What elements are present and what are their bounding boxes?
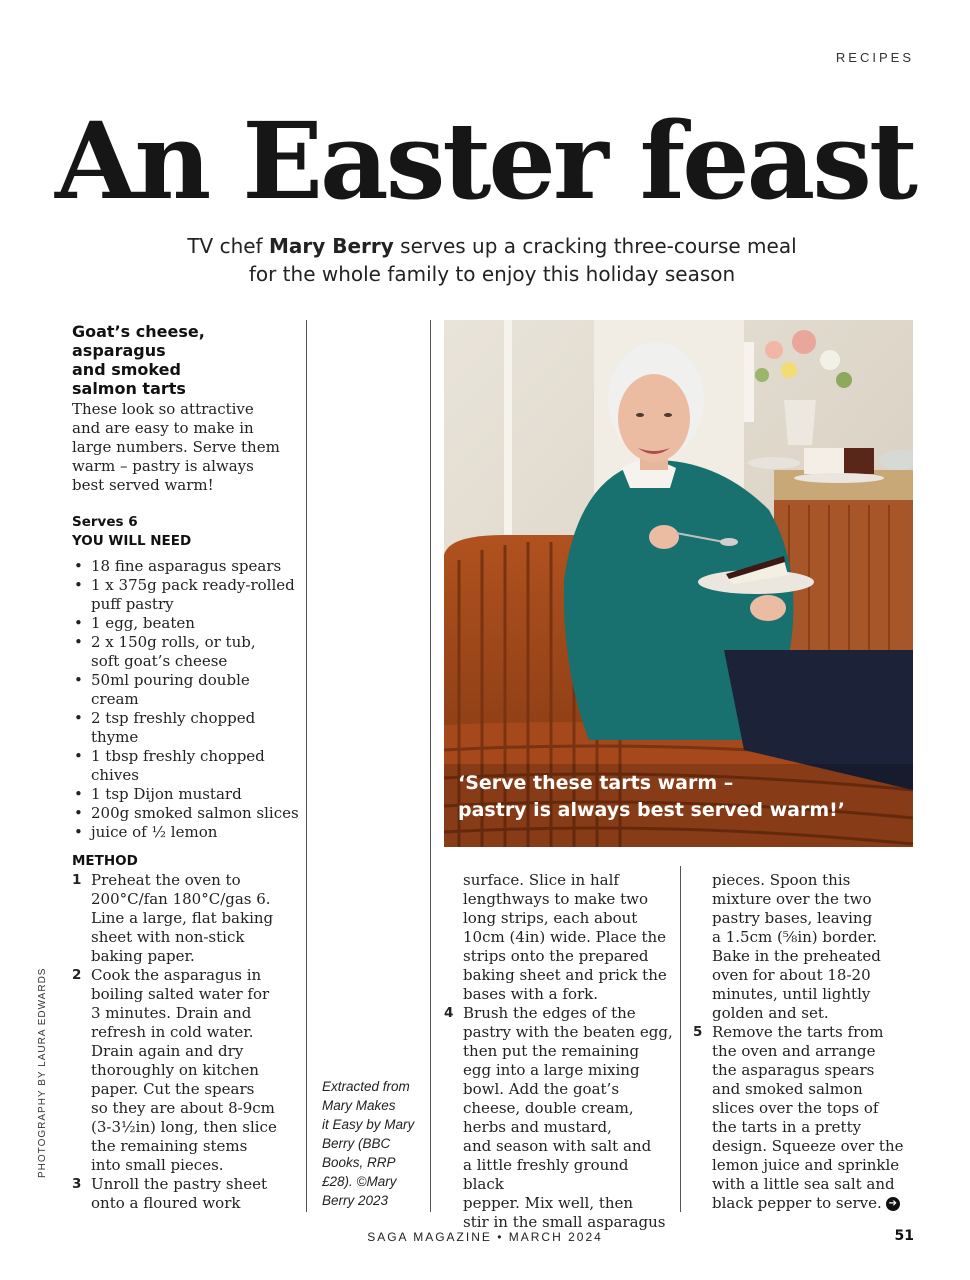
ingredients-heading: YOU WILL NEED [72, 533, 192, 549]
ingredient-item: • 2 x 150g rolls, or tub, soft goat’s cheese [72, 633, 307, 671]
method-step: 5 Remove the tarts from the oven and arrange the asparagus spears and smoked salmon slices over the tops of the tarts in a pretty design. Squeeze over the lemon juice and sprinkle with a little sea salt and black pepper to serve. ➔ [693, 1023, 904, 1212]
ingredient-item: • 50ml pouring double cream [72, 671, 307, 709]
ingredient-item: • 18 fine asparagus spears [72, 557, 307, 576]
method-step: 1 Preheat the oven to 200°C/fan 180°C/gas 6. Line a large, flat baking sheet with non-stick baking paper. [72, 871, 274, 965]
method-column-3 [693, 871, 923, 1213]
ingredient-item: • 1 egg, beaten [72, 614, 307, 633]
page-title: An Easter feast [55, 98, 915, 223]
hero-photo [444, 320, 913, 847]
method-step: pieces. Spoon this mixture over the two pastry bases, leaving a 1.5cm (⅝in) border. Bake in the preheated oven for about 18-20 minutes, until lightly golden and set. [712, 871, 881, 1022]
column-divider [680, 866, 681, 1212]
ingredient-item: • 2 tsp freshly chopped thyme [72, 709, 307, 747]
standfirst [60, 232, 924, 288]
ingredient-item: • 200g smoked salmon slices [72, 804, 307, 823]
footer-publication: SAGA MAGAZINE • MARCH 2024 [367, 1230, 603, 1244]
column-divider [430, 320, 431, 1212]
standfirst-line-2: for the whole family to enjoy this holiday season [248, 262, 736, 286]
author-name: Mary Berry [268, 234, 394, 258]
step-number: 1 [72, 872, 82, 888]
ingredient-item: • juice of ½ lemon [72, 823, 307, 842]
pull-quote-line-1: ‘Serve these tarts warm – [458, 772, 734, 794]
method-step: surface. Slice in half lengthways to make two long strips, each about 10cm (4in) wide. Place the strips onto the prepared baking sheet and prick the bases with a fork. [463, 871, 667, 1003]
photo-credit: PHOTOGRAPHY BY LAURA EDWARDS [37, 967, 48, 1178]
ingredient-item: • 1 x 375g pack ready-rolled puff pastry [72, 576, 307, 614]
recipe-title: Goat’s cheese, asparagus and smoked salmon tarts [72, 322, 205, 398]
step-number: 2 [72, 967, 82, 983]
method-column-2 [444, 871, 674, 1232]
page-number: 51 [894, 1228, 914, 1244]
standfirst-line-1: TV chef Mary Berry serves up a cracking three-course meal [187, 234, 797, 258]
book-credit: Extracted from Mary Makes it Easy by Mary Berry (BBC Books, RRP £28). ©Mary Berry 2023 [322, 1079, 415, 1208]
method-column-1 [72, 871, 307, 1213]
step-number: 4 [444, 1005, 454, 1021]
recipe-intro: These look so attractive and are easy to make in large numbers. Serve them warm – pastry is always best served warm! [72, 400, 280, 494]
column-divider [306, 320, 307, 1212]
step-number: 3 [72, 1176, 82, 1192]
method-step: 4 Brush the edges of the pastry with the beaten egg, then put the remaining egg into a large mixing bowl. Add the goat’s cheese, double cream, herbs and mustard, and season with salt and a little freshly ground black pepper. Mix well, then stir in the small asparagus [444, 1004, 673, 1231]
section-label: RECIPES [835, 50, 914, 65]
pull-quote-line-2: pastry is always best served warm!’ [458, 799, 846, 821]
ingredient-item: • 1 tsp Dijon mustard [72, 785, 307, 804]
ingredient-item: • 1 tbsp freshly chopped chives [72, 747, 307, 785]
step-number: 5 [693, 1024, 703, 1040]
ingredients-list [72, 557, 307, 842]
photo-illustration [444, 320, 913, 847]
serves-label: Serves 6 [72, 514, 138, 530]
method-step: 3 Unroll the pastry sheet onto a floured work [72, 1175, 268, 1212]
method-heading: METHOD [72, 853, 138, 869]
method-step: 2 Cook the asparagus in boiling salted water for 3 minutes. Drain and refresh in cold water. Drain again and dry thoroughly on kitchen paper. Cut the spears so they are about 8-9cm (3-3½in) long, then slice the remaining stems into small pieces. [72, 966, 277, 1174]
arrow-right-circle-icon: ➔ [886, 1197, 900, 1211]
